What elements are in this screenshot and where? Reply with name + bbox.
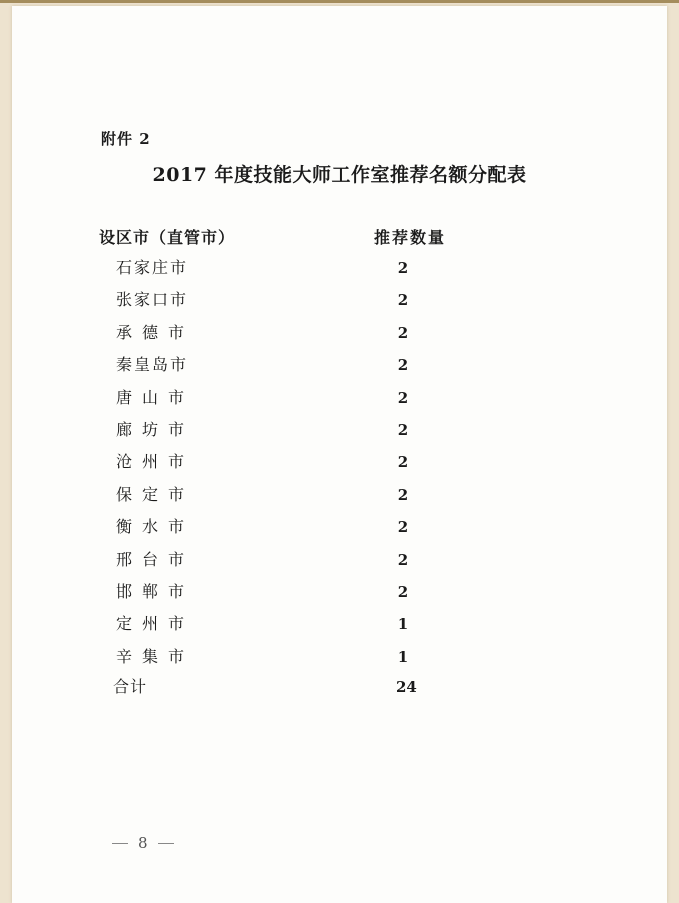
table-row <box>0 511 679 543</box>
total-row <box>0 671 679 703</box>
recommend-count: 2 <box>397 550 409 569</box>
recommend-count: 2 <box>397 518 409 537</box>
recommend-count: 2 <box>397 485 409 504</box>
city-name: 辛集市 <box>116 646 195 666</box>
recommend-count: 1 <box>397 647 409 666</box>
recommend-count: 2 <box>397 420 409 439</box>
column-header-city: 设区市（直管市） <box>99 228 236 247</box>
table-row <box>0 608 679 640</box>
table-row <box>0 641 679 673</box>
total-count: 24 <box>396 678 417 696</box>
table-row <box>0 414 679 446</box>
recommend-count: 2 <box>397 388 409 407</box>
recommend-count: 2 <box>397 356 409 375</box>
city-name: 廊坊市 <box>116 419 195 439</box>
city-name: 邢台市 <box>116 549 195 569</box>
document-title: 2017 年度技能大师工作室推荐名额分配表 <box>152 164 527 186</box>
table-row <box>0 284 679 316</box>
dash-right <box>158 843 174 844</box>
table-row <box>0 317 679 349</box>
table-row <box>0 479 679 511</box>
table-row <box>0 252 679 284</box>
page-number-text: 8 <box>138 834 148 852</box>
dash-left <box>112 843 128 844</box>
table-row <box>0 446 679 478</box>
recommend-count: 2 <box>397 259 409 277</box>
city-name: 张家口市 <box>116 290 189 310</box>
city-name: 沧州市 <box>116 452 195 472</box>
city-name: 邯郸市 <box>116 581 195 601</box>
total-label: 合计 <box>113 677 148 696</box>
recommend-count: 2 <box>397 453 409 472</box>
table-row <box>0 382 679 414</box>
page-number <box>112 834 174 852</box>
city-name: 石家庄市 <box>116 258 189 277</box>
city-name: 定州市 <box>116 614 195 634</box>
city-name: 保定市 <box>116 484 195 504</box>
table-row <box>0 576 679 608</box>
recommend-count: 1 <box>397 615 409 634</box>
column-header-count: 推荐数量 <box>374 228 447 247</box>
city-name: 承德市 <box>116 322 195 342</box>
city-name: 唐山市 <box>116 387 195 407</box>
top-border <box>0 0 679 3</box>
table-row <box>0 349 679 381</box>
city-name: 秦皇岛市 <box>116 355 189 375</box>
table-row <box>0 544 679 576</box>
allocation-table <box>0 252 679 673</box>
attachment-label: 附件 2 <box>101 130 151 148</box>
recommend-count: 2 <box>397 291 409 310</box>
recommend-count: 2 <box>397 582 409 601</box>
city-name: 衡水市 <box>116 517 195 537</box>
recommend-count: 2 <box>397 323 409 342</box>
